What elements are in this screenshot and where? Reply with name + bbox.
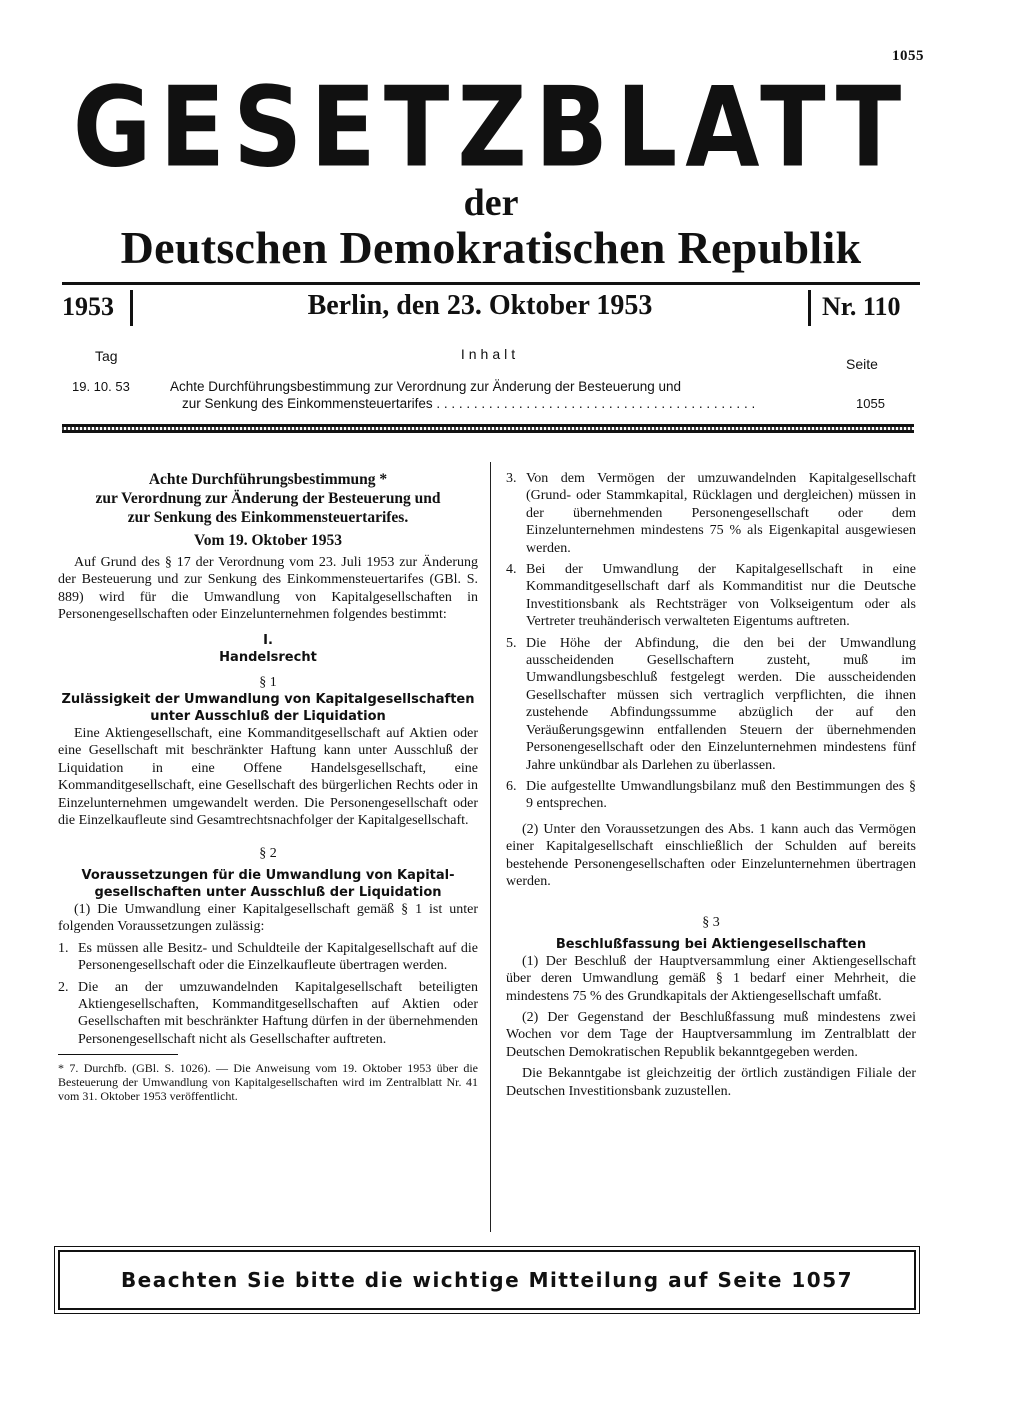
toc-title: Inhalt [460, 346, 520, 362]
article-title-line: zur Senkung des Einkommensteuertarifes. [127, 509, 409, 526]
notice-text: Beachten Sie bitte die wichtige Mitteilung auf Seite 1057 [120, 1268, 854, 1292]
part-title: Handelsrecht [219, 649, 317, 665]
section-3-para-1: (1) Der Beschluß der Hauptversammlung einer Aktiengesellschaft über deren Umwandlung gemäß § 1 bedarf einer Mehrheit, die mindestens 75 % des Grundkapitals der Aktiengesellschaft umfaßt. [506, 953, 916, 1004]
list-item-text: Von dem Vermögen der umzuwandelnden Kapitalgesellschaft (Grund- oder Stammkapital, Rücklagen und dergleichen) müssen in der übernehmenden Personengesellschaft oder dem Einzelunternehmen mindestens 75 % als Eigenkapital ausgewiesen werden. [526, 471, 916, 556]
issue-number: Nr. 110 [822, 292, 901, 321]
preamble: Auf Grund des § 17 der Verordnung vom 23. Juli 1953 zur Änderung der Besteuerung und zur Senkung des Einkommensteuertarifes (GBl. S. 889) wird für die Umwandlung von Kapitalgesellschaften in Personengesellschaften oder Einzelunternehmen folgendes bestimmt: [58, 555, 478, 623]
list-item [506, 561, 916, 631]
section-3-title: Beschlußfassung bei Aktiengesellschaften [555, 936, 867, 952]
column-divider [490, 462, 491, 1232]
toc-entry-date: 19. 10. 53 [72, 379, 130, 394]
list-item-text: Die an der umzuwandelnden Kapitalgesellschaft beteiligten Aktiengesellschaften, Kommanditgesellschaften auf Aktien oder Gesellschaften mit beschränkter Haftung dürfen in der übernehmenden Personengesellschaft nicht als Gesellschafter auftreten. [78, 979, 478, 1047]
list-item-number: 5. [506, 635, 517, 651]
article-title [58, 470, 478, 527]
section-2-intro: (1) Die Umwandlung einer Kapitalgesellschaft gemäß § 1 ist unter folgenden Voraussetzungen zulässig: [58, 901, 478, 935]
list-item-text: Es müssen alle Besitz- und Schuldteile der Kapitalgesellschaft auf die Personengesellschaft oder die Einzelkaufleute übertragen werden. [78, 940, 478, 974]
toc-rule [62, 424, 914, 433]
toc-entry[interactable] [170, 378, 818, 412]
section-2-number: § 2 [259, 846, 277, 862]
list-item-text: Bei der Umwandlung der Kapitalgesellschaft in eine Kommanditgesellschaft darf als Kommanditist nur die Deutsche Investitionsbank als Rechtsträger von Volkseigentum oder als Vertreter treuhänderisch verwalteten Eigentums auftreten. [526, 562, 916, 630]
section-3-number: § 3 [702, 915, 720, 931]
list-item-number: 1. [58, 940, 69, 956]
list-item-text: Die aufgestellte Umwandlungsbilanz muß den Bestimmungen des § 9 entsprechen. [526, 778, 916, 812]
part-number: I. [263, 632, 273, 648]
section-title-line: Voraussetzungen für die Umwandlung von Kapital- [81, 867, 455, 883]
toc-entry-line: zur Senkung des Einkommensteuertarifes . . . . . . . . . . . . . . . . . . . . . . . . . . . . . . . . . . . . . . . . . . . [182, 396, 756, 411]
section-title-line: gesellschaften unter Ausschluß der Liquidation [94, 884, 442, 900]
list-item [506, 778, 916, 813]
masthead-title: GESETZBLATT [72, 63, 910, 192]
article-date: Vom 19. Oktober 1953 [193, 532, 343, 549]
issue-divider [130, 290, 133, 326]
article-title-line: zur Verordnung zur Änderung der Besteuerung und [95, 490, 441, 507]
header-rule [62, 282, 920, 285]
page-number: 1055 [892, 48, 924, 64]
list-item [506, 470, 916, 557]
footnote: * 7. Durchfb. (GBl. S. 1026). — Die Anweisung vom 19. Oktober 1953 über die Besteuerung der Umwandlung von Kapitalgesellschaften wird im Zentralblatt Nr. 41 vom 31. Oktober 1953 veröffentlicht. [58, 1061, 478, 1104]
toc-seite-label: Seite [846, 356, 878, 372]
issue-divider [808, 290, 811, 326]
toc-entry-line: Achte Durchführungsbestimmung zur Verordnung zur Änderung der Besteuerung und [170, 379, 682, 394]
list-item-number: 4. [506, 562, 517, 578]
right-column [506, 470, 916, 1100]
section-1-text: Eine Aktiengesellschaft, eine Kommanditgesellschaft auf Aktien oder eine Gesellschaft mit beschränkter Haftung kann unter Ausschluß der Liquidation in eine Offene Handelsgesellschaft, eine Kommanditgesellschaft, eine Gesellschaft des bürgerlichen Rechts oder in Einzelunternehmen umgewandelt werden. Die Personengesellschaft oder die Einzelkaufleute sind Gesamtrechtsnachfolger der Kapitalgesellschaft. [58, 726, 478, 829]
section-1-title [58, 691, 478, 725]
issue-year: 1953 [62, 292, 114, 321]
footnote-rule [58, 1054, 178, 1055]
list-item-number: 6. [506, 778, 517, 794]
masthead-der: der [463, 182, 519, 224]
section-1-number: § 1 [259, 674, 277, 690]
left-column [58, 470, 478, 1103]
section-2-title [58, 867, 478, 901]
list-item [58, 979, 478, 1049]
section-title-line: unter Ausschluß der Liquidation [150, 709, 386, 725]
article-title-line: Achte Durchführungsbestimmung * [148, 471, 388, 488]
list-item-text: Die Höhe der Abfindung, die den bei der Umwandlung ausscheidenden Gesellschaftern zusteht, muß im Umwandlungsbeschluß festgelegt werden. Die ausscheidenden Gesellschafter müssen sich vertraglich verpflichten, die ihnen zustehende Abfindungssumme abzüglich der auf den Veräußerungsgewinn entfallenden Steuern der übernehmenden Personengesellschaft oder den Einzelunternehmen mindestens fünf Jahre unkündbar als Darlehen zu überlassen. [526, 635, 916, 773]
list-item-number: 3. [506, 471, 517, 486]
list-item [506, 635, 916, 774]
list-item-number: 2. [58, 979, 69, 995]
masthead-republic: Deutschen Demokratischen Republik [120, 222, 862, 273]
section-2-para-2: (2) Unter den Voraussetzungen des Abs. 1 kann auch das Vermögen einer Kapitalgesellschaft einschließlich der Schulden auf bereits bestehende Personengesellschaften oder Einzelunternehmen übertragen werden. [506, 821, 916, 889]
toc-entry-page: 1055 [856, 396, 885, 411]
notice-box [58, 1250, 916, 1310]
issue-place-date: Berlin, den 23. Oktober 1953 [307, 290, 653, 321]
section-3-para-3: Die Bekanntgabe ist gleichzeitig der örtlich zuständigen Filiale der Deutschen Investitionsbank zuzustellen. [506, 1066, 916, 1099]
list-item [58, 940, 478, 975]
section-title-line: Zulässigkeit der Umwandlung von Kapitalgesellschaften [61, 692, 475, 708]
section-3-para-2: (2) Der Gegenstand der Beschlußfassung muß mindestens zwei Wochen vor dem Tage der Hauptversammlung im Zentralblatt der Deutschen Demokratischen Republik bekanntgegeben werden. [506, 1009, 916, 1060]
toc-tag-label: Tag [95, 348, 118, 364]
